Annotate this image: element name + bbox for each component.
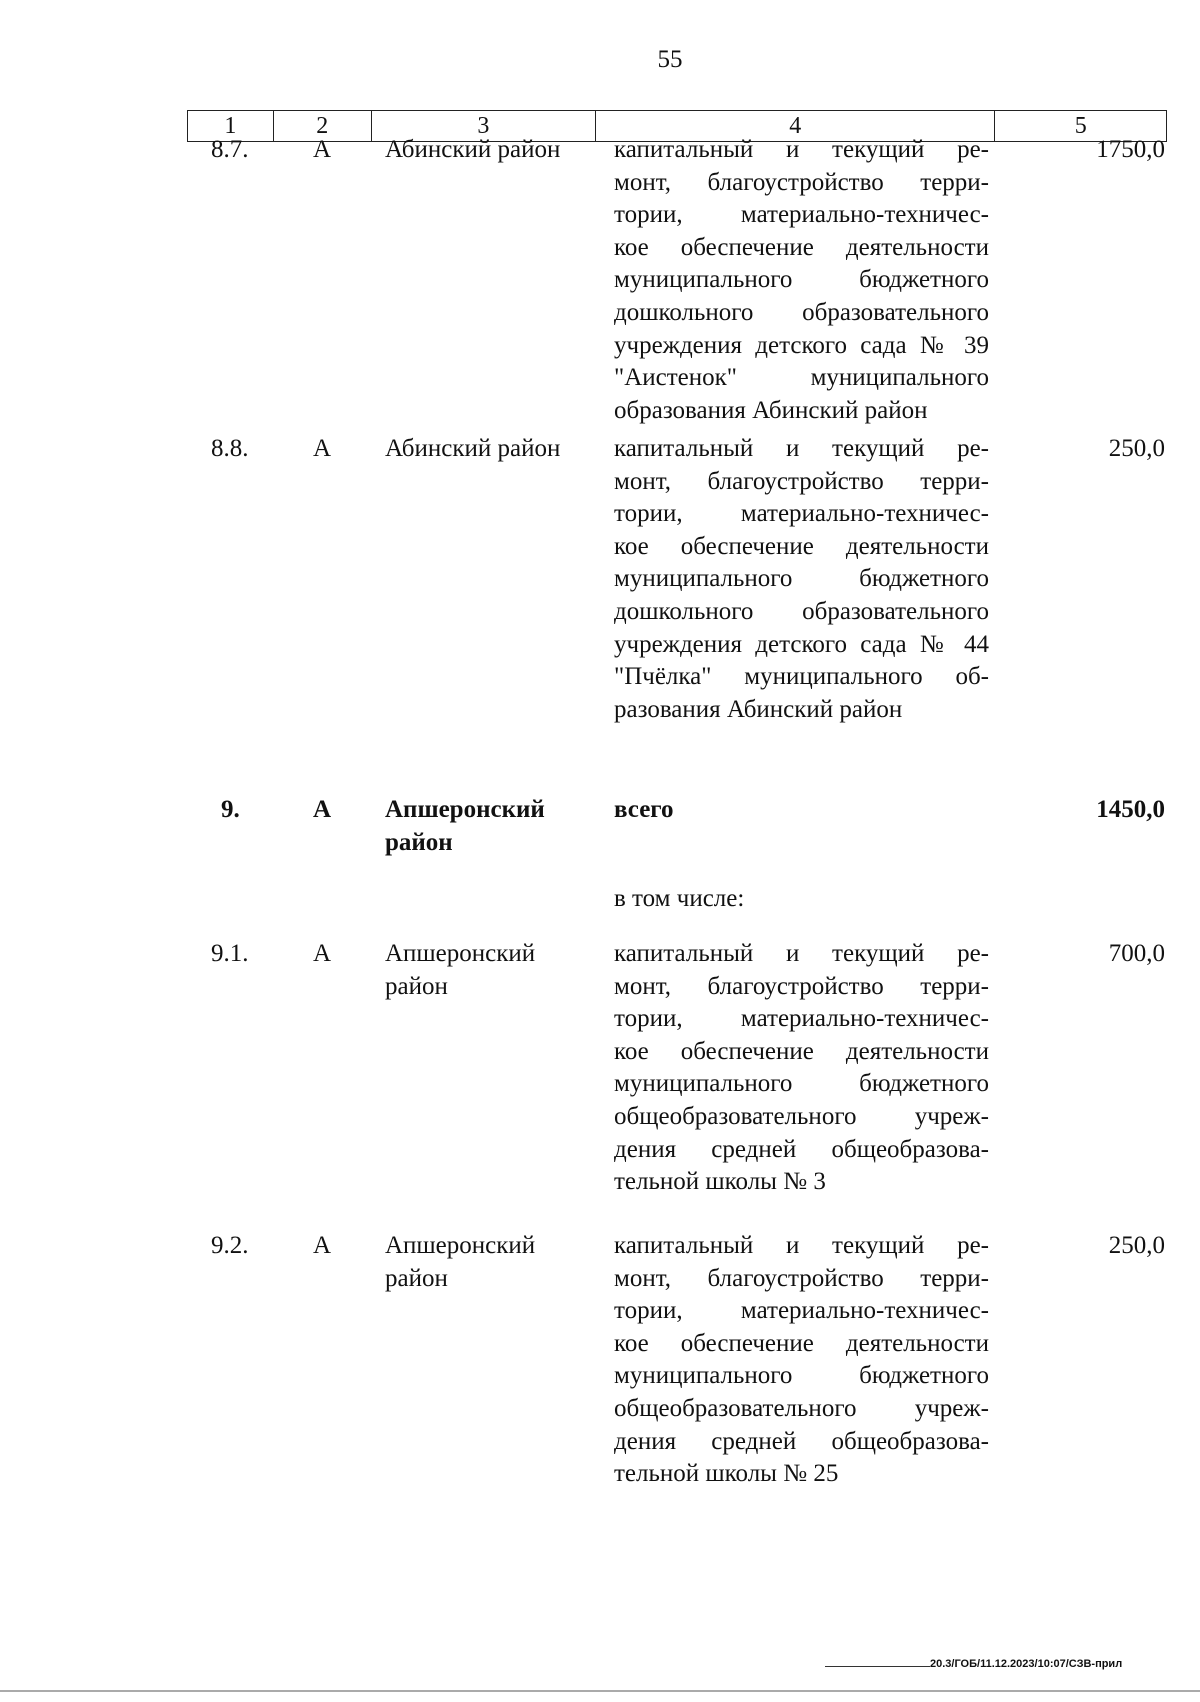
- header-col-3: 3: [372, 111, 597, 141]
- header-col-5: 5: [1074, 112, 1087, 139]
- row-description: [614, 433, 989, 726]
- row-description: [614, 938, 989, 1199]
- description-line: разования Абинский район: [614, 695, 903, 723]
- description-line: муниципального бюджетного: [614, 565, 989, 593]
- row-amount: 1750,0: [1096, 136, 1165, 163]
- row-type: А: [313, 1232, 332, 1259]
- description-line: монт, благоустройство терри-: [614, 1264, 989, 1292]
- row-description: [614, 1230, 989, 1491]
- row-amount: 250,0: [1108, 1232, 1165, 1259]
- description-line: кое обеспечение деятельности: [614, 1329, 989, 1357]
- description-line: дения средней общеобразова-: [614, 1427, 989, 1455]
- footer-code: 20.3/ГОБ/11.12.2023/10:07/СЗВ-прил: [930, 1658, 1123, 1670]
- footer-rule: [825, 1666, 930, 1667]
- description-line: учреждения детского сада № 39: [614, 331, 989, 359]
- description-line: монт, благоустройство терри-: [614, 972, 989, 1000]
- page-number: 55: [657, 46, 683, 73]
- description-line: капитальный и текущий ре-: [614, 940, 989, 967]
- description-line: дошкольного образовательного: [614, 298, 989, 326]
- scan-edge-rule: [0, 1690, 1200, 1692]
- row-type: А: [313, 136, 332, 163]
- row-district: Апшеронский район: [385, 796, 545, 856]
- description-line: тории, материально-техничес-: [614, 1297, 989, 1325]
- description-line: дошкольного образовательного: [614, 597, 989, 625]
- description-line: монт, благоустройство терри-: [614, 467, 989, 495]
- row-type: А: [313, 940, 332, 967]
- description-line: кое обеспечение деятельности: [614, 532, 989, 560]
- description-line: "Пчёлка" муниципального об-: [614, 663, 989, 691]
- description-line: общеобразовательного учреж-: [614, 1394, 989, 1422]
- row-district: Абинский район: [385, 435, 561, 462]
- description-line: тории, материально-техничес-: [614, 500, 989, 528]
- description-line: муниципального бюджетного: [614, 1362, 989, 1390]
- description-line: тельной школы № 3: [614, 1168, 826, 1196]
- row-number: 9.2.: [211, 1232, 249, 1259]
- description-line: всего: [614, 796, 674, 823]
- description-line: капитальный и текущий ре-: [614, 435, 989, 462]
- row-district: Апшеронский район: [385, 940, 536, 1000]
- row-description: [614, 134, 989, 427]
- row-number: 9.1.: [211, 940, 249, 967]
- description-line: "Аистенок" муниципального: [614, 364, 989, 392]
- description-line: учреждения детского сада № 44: [614, 630, 989, 658]
- row-description: [614, 794, 989, 827]
- row-number: 8.8.: [211, 435, 249, 462]
- description-line: общеобразовательного учреж-: [614, 1102, 989, 1130]
- description-line: кое обеспечение деятельности: [614, 1037, 989, 1065]
- description-line: тории, материально-техничес-: [614, 201, 989, 229]
- row-number: 8.7.: [211, 136, 249, 163]
- header-col-1: 1: [188, 111, 274, 141]
- row-number: 9.: [221, 796, 240, 823]
- row-district: Апшеронский район: [385, 1232, 536, 1292]
- header-col-2: 2: [274, 111, 372, 141]
- subtotal-note: в том числе:: [614, 885, 745, 912]
- description-line: капитальный и текущий ре-: [614, 136, 989, 163]
- header-col-4: 4: [596, 111, 995, 141]
- description-line: тории, материально-техничес-: [614, 1005, 989, 1033]
- description-line: муниципального бюджетного: [614, 1070, 989, 1098]
- row-amount: 700,0: [1108, 940, 1165, 967]
- description-line: капитальный и текущий ре-: [614, 1232, 989, 1259]
- description-line: кое обеспечение деятельности: [614, 233, 989, 261]
- description-line: муниципального бюджетного: [614, 266, 989, 294]
- description-line: образования Абинский район: [614, 396, 928, 424]
- description-line: монт, благоустройство терри-: [614, 168, 989, 196]
- row-district: Абинский район: [385, 136, 561, 163]
- row-amount: 1450,0: [1096, 796, 1165, 823]
- row-type: А: [313, 796, 332, 823]
- row-amount: 250,0: [1108, 435, 1165, 462]
- row-type: А: [313, 435, 332, 462]
- description-line: дения средней общеобразова-: [614, 1135, 989, 1163]
- description-line: тельной школы № 25: [614, 1460, 839, 1488]
